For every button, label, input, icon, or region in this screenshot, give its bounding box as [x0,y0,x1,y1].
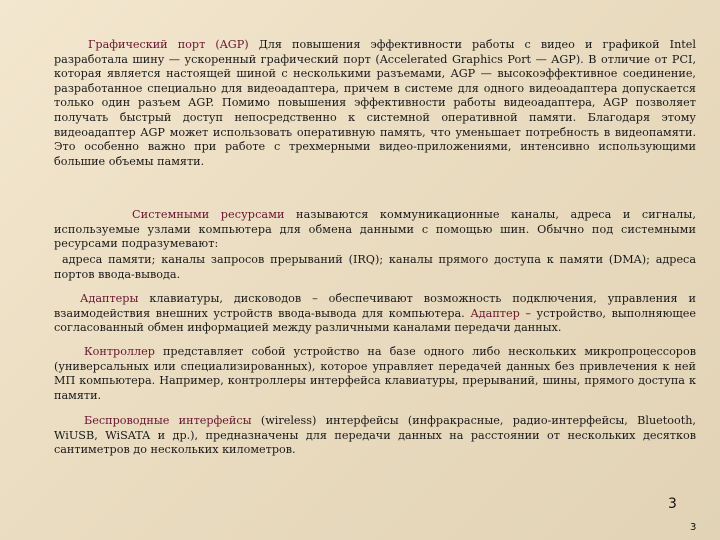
paragraph-wireless [54,414,696,458]
paragraph-system-resources-text: называются коммуникационные каналы, адреса и сигналы, используемые узлами компьютера для обмена данными с помощью шин. Обычно под системными ресурсами подразумевают: [54,208,696,251]
paragraph-system-resources [54,208,696,252]
paragraph-agp [54,38,696,169]
term-controller: Контроллер [84,345,155,358]
paragraph-controller [54,345,696,403]
resources-list-text: адреса памяти; каналы запросов прерываний (IRQ); каналы прямого доступа к памяти (DMA); адреса портов ввода-вывода. [54,253,696,281]
paragraph-controller-text: представляет собой устройство на базе одного либо нескольких микропроцессоров (универсальных или специализированных), которое управляет передачей данных без привлечения к ней МП компьютера. Например, контроллеры интерфейса клавиатуры, прерываний, шины, прямого доступа к памяти. [54,345,696,402]
paragraph-adapter-text: – устройство, выполняющее согласованный обмен информацией между различными каналами передачи данных. [54,306,696,335]
paragraph-agp-text: Для повышения эффективности работы с видео и графикой Intel разработала шину — ускоренный графический порт (Accelerated Graphics Port — AGP). В отличие от PCI, которая является настоящей шиной с несколькими разъемами, AGP — высокоэффективное соединение, разработанное специально для видеоадаптера, причем в системе для одного видеоадаптера допускается только один разъем AGP. Помимо повышения эффективности работы видеоадаптера, AGP позволяет получать быстрый доступ непосредственно к системной оперативной памяти. Благодаря этому видеоадаптер AGP может использовать оперативную память, что уменьшает потребность в видеопамяти. Это особенно важно при работе с трехмерными видео-приложениями, интенсивно использующими большие объемы памяти. [54,38,696,168]
paragraph-wireless-text: (wireless) интерфейсы (инфракрасные, радио-интерфейсы, Bluetooth, WiUSB, WiSATA и др.), предназначены для передачи данных на расстоянии от нескольких десятков сантиметров до нескольких километров. [54,414,696,457]
term-wireless: Беспроводные интерфейсы [84,414,252,427]
term-agp: Графический порт (AGP) [88,38,249,51]
term-system-resources: Системными ресурсами [132,208,285,221]
paragraph-adapters [54,292,696,336]
page-number: 3 [668,496,677,512]
term-adapters: Адаптеры [80,292,139,305]
paragraph-adapters-text: клавиатуры, дисководов – обеспечивают возможность подключения, управления и взаимодействия внешних устройств ввода-вывода для компьютера. [54,292,696,320]
term-adapter: Адаптер [470,306,520,320]
paragraph-resources-list [54,253,696,282]
footer-page-number: 3 [690,522,697,533]
